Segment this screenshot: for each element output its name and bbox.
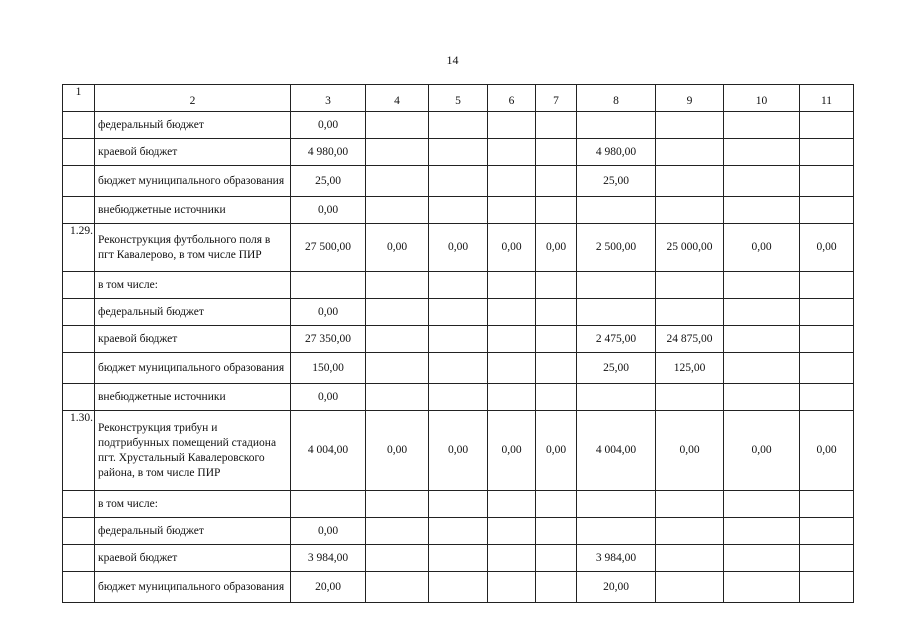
value-cell bbox=[577, 299, 656, 326]
value-cell bbox=[577, 197, 656, 224]
value-cell: 25 000,00 bbox=[656, 224, 724, 272]
table-row bbox=[63, 139, 854, 166]
budget-table bbox=[62, 84, 854, 603]
value-cell bbox=[577, 491, 656, 518]
value-cell: 0,00 bbox=[536, 224, 577, 272]
value-cell bbox=[536, 326, 577, 353]
row-index-cell bbox=[63, 197, 95, 224]
value-cell bbox=[429, 518, 488, 545]
value-cell bbox=[656, 518, 724, 545]
value-cell: 25,00 bbox=[577, 353, 656, 384]
value-cell: 0,00 bbox=[800, 224, 854, 272]
value-cell: 4 980,00 bbox=[291, 139, 366, 166]
value-cell bbox=[366, 353, 429, 384]
value-cell bbox=[429, 545, 488, 572]
value-cell bbox=[488, 545, 536, 572]
value-cell bbox=[536, 518, 577, 545]
value-cell bbox=[488, 299, 536, 326]
row-index-cell bbox=[63, 112, 95, 139]
value-cell: 0,00 bbox=[291, 384, 366, 411]
value-cell bbox=[724, 572, 800, 603]
value-cell bbox=[800, 112, 854, 139]
value-cell bbox=[366, 491, 429, 518]
row-label-cell: федеральный бюджет bbox=[95, 299, 291, 326]
row-label-cell: федеральный бюджет bbox=[95, 112, 291, 139]
row-label-cell: бюджет муниципального образования bbox=[95, 353, 291, 384]
value-cell bbox=[429, 353, 488, 384]
value-cell bbox=[656, 139, 724, 166]
value-cell bbox=[366, 197, 429, 224]
value-cell: 0,00 bbox=[291, 518, 366, 545]
header-cell: 9 bbox=[656, 85, 724, 112]
header-cell: 11 bbox=[800, 85, 854, 112]
value-cell: 25,00 bbox=[577, 166, 656, 197]
value-cell bbox=[429, 299, 488, 326]
row-label-cell: краевой бюджет bbox=[95, 139, 291, 166]
value-cell bbox=[800, 518, 854, 545]
row-index-cell bbox=[63, 572, 95, 603]
value-cell bbox=[488, 326, 536, 353]
value-cell bbox=[536, 491, 577, 518]
value-cell: 0,00 bbox=[536, 411, 577, 491]
value-cell bbox=[656, 545, 724, 572]
value-cell: 2 500,00 bbox=[577, 224, 656, 272]
value-cell: 150,00 bbox=[291, 353, 366, 384]
value-cell bbox=[536, 197, 577, 224]
value-cell bbox=[724, 112, 800, 139]
header-cell: 6 bbox=[488, 85, 536, 112]
row-index-cell bbox=[63, 545, 95, 572]
value-cell: 2 475,00 bbox=[577, 326, 656, 353]
value-cell bbox=[577, 518, 656, 545]
value-cell: 0,00 bbox=[724, 411, 800, 491]
value-cell: 24 875,00 bbox=[656, 326, 724, 353]
value-cell bbox=[429, 384, 488, 411]
row-index-cell bbox=[63, 384, 95, 411]
value-cell bbox=[656, 491, 724, 518]
value-cell bbox=[536, 272, 577, 299]
header-row bbox=[63, 85, 854, 112]
value-cell bbox=[536, 384, 577, 411]
value-cell: 0,00 bbox=[291, 197, 366, 224]
value-cell bbox=[429, 112, 488, 139]
value-cell bbox=[724, 197, 800, 224]
value-cell: 0,00 bbox=[429, 411, 488, 491]
value-cell bbox=[577, 272, 656, 299]
row-label-cell: бюджет муниципального образования bbox=[95, 572, 291, 603]
row-label-cell: краевой бюджет bbox=[95, 545, 291, 572]
value-cell bbox=[656, 299, 724, 326]
value-cell: 0,00 bbox=[724, 224, 800, 272]
value-cell bbox=[488, 491, 536, 518]
value-cell bbox=[800, 326, 854, 353]
table-row bbox=[63, 272, 854, 299]
header-cell: 7 bbox=[536, 85, 577, 112]
row-label-cell: Реконструкция футбольного поля в пгт Кавалерово, в том числе ПИР bbox=[95, 224, 291, 272]
header-cell: 4 bbox=[366, 85, 429, 112]
value-cell bbox=[800, 572, 854, 603]
value-cell bbox=[429, 197, 488, 224]
value-cell bbox=[366, 518, 429, 545]
value-cell bbox=[800, 139, 854, 166]
row-index-cell bbox=[63, 299, 95, 326]
value-cell: 4 004,00 bbox=[291, 411, 366, 491]
value-cell bbox=[800, 353, 854, 384]
value-cell bbox=[800, 272, 854, 299]
value-cell bbox=[724, 353, 800, 384]
value-cell bbox=[800, 491, 854, 518]
value-cell bbox=[656, 272, 724, 299]
row-index-cell bbox=[63, 491, 95, 518]
value-cell: 0,00 bbox=[656, 411, 724, 491]
row-index-cell bbox=[63, 272, 95, 299]
header-cell: 10 bbox=[724, 85, 800, 112]
value-cell bbox=[366, 545, 429, 572]
row-label-cell: в том числе: bbox=[95, 272, 291, 299]
value-cell: 125,00 bbox=[656, 353, 724, 384]
header-cell: 1 bbox=[63, 85, 95, 112]
value-cell bbox=[429, 166, 488, 197]
value-cell bbox=[656, 197, 724, 224]
value-cell bbox=[656, 384, 724, 411]
row-label-cell: в том числе: bbox=[95, 491, 291, 518]
row-index-cell bbox=[63, 166, 95, 197]
value-cell bbox=[488, 197, 536, 224]
value-cell bbox=[366, 166, 429, 197]
value-cell bbox=[488, 353, 536, 384]
page-number: 14 bbox=[446, 53, 459, 67]
table-row bbox=[63, 197, 854, 224]
value-cell bbox=[429, 139, 488, 166]
table-row bbox=[63, 545, 854, 572]
value-cell: 20,00 bbox=[291, 572, 366, 603]
value-cell bbox=[656, 112, 724, 139]
header-cell: 8 bbox=[577, 85, 656, 112]
value-cell bbox=[800, 545, 854, 572]
value-cell bbox=[366, 272, 429, 299]
value-cell bbox=[536, 545, 577, 572]
table-row bbox=[63, 224, 854, 272]
value-cell bbox=[536, 112, 577, 139]
value-cell bbox=[800, 197, 854, 224]
value-cell bbox=[291, 491, 366, 518]
value-cell: 0,00 bbox=[291, 299, 366, 326]
value-cell bbox=[577, 384, 656, 411]
value-cell bbox=[488, 112, 536, 139]
value-cell: 20,00 bbox=[577, 572, 656, 603]
header-cell: 5 bbox=[429, 85, 488, 112]
value-cell: 4 980,00 bbox=[577, 139, 656, 166]
value-cell bbox=[724, 299, 800, 326]
value-cell bbox=[488, 272, 536, 299]
value-cell bbox=[429, 572, 488, 603]
row-label-cell: краевой бюджет bbox=[95, 326, 291, 353]
value-cell: 25,00 bbox=[291, 166, 366, 197]
value-cell: 3 984,00 bbox=[291, 545, 366, 572]
value-cell bbox=[577, 112, 656, 139]
value-cell bbox=[488, 166, 536, 197]
row-label-cell: Реконструкция трибун и подтрибунных помещений стадиона пгт. Хрустальный Кавалеровского района, в том числе ПИР bbox=[95, 411, 291, 491]
value-cell: 4 004,00 bbox=[577, 411, 656, 491]
table-row bbox=[63, 518, 854, 545]
row-index-cell bbox=[63, 518, 95, 545]
value-cell bbox=[488, 572, 536, 603]
value-cell bbox=[488, 518, 536, 545]
value-cell bbox=[724, 166, 800, 197]
value-cell bbox=[429, 272, 488, 299]
row-label-cell: федеральный бюджет bbox=[95, 518, 291, 545]
value-cell: 27 350,00 bbox=[291, 326, 366, 353]
value-cell bbox=[366, 572, 429, 603]
table-row bbox=[63, 353, 854, 384]
value-cell bbox=[536, 166, 577, 197]
value-cell bbox=[724, 384, 800, 411]
table-row bbox=[63, 491, 854, 518]
value-cell: 0,00 bbox=[366, 411, 429, 491]
value-cell: 27 500,00 bbox=[291, 224, 366, 272]
value-cell bbox=[800, 166, 854, 197]
value-cell bbox=[536, 572, 577, 603]
value-cell bbox=[366, 112, 429, 139]
value-cell bbox=[656, 166, 724, 197]
value-cell bbox=[536, 139, 577, 166]
value-cell bbox=[724, 491, 800, 518]
row-label-cell: внебюджетные источники bbox=[95, 384, 291, 411]
value-cell: 0,00 bbox=[429, 224, 488, 272]
value-cell bbox=[724, 518, 800, 545]
value-cell bbox=[366, 139, 429, 166]
value-cell bbox=[366, 299, 429, 326]
row-index-cell: 1.29. bbox=[63, 224, 95, 272]
row-index-cell bbox=[63, 326, 95, 353]
row-label-cell: внебюджетные источники bbox=[95, 197, 291, 224]
value-cell bbox=[724, 139, 800, 166]
header-cell: 2 bbox=[95, 85, 291, 112]
value-cell: 0,00 bbox=[488, 224, 536, 272]
value-cell bbox=[291, 272, 366, 299]
row-index-cell bbox=[63, 353, 95, 384]
value-cell bbox=[656, 572, 724, 603]
value-cell bbox=[488, 139, 536, 166]
table-row bbox=[63, 384, 854, 411]
value-cell bbox=[429, 326, 488, 353]
value-cell bbox=[724, 545, 800, 572]
row-index-cell: 1.30. bbox=[63, 411, 95, 491]
value-cell bbox=[536, 299, 577, 326]
value-cell bbox=[488, 384, 536, 411]
row-label-cell: бюджет муниципального образования bbox=[95, 166, 291, 197]
value-cell: 0,00 bbox=[800, 411, 854, 491]
value-cell bbox=[429, 491, 488, 518]
table-row bbox=[63, 112, 854, 139]
header-cell: 3 bbox=[291, 85, 366, 112]
value-cell bbox=[800, 299, 854, 326]
value-cell bbox=[800, 384, 854, 411]
value-cell bbox=[536, 353, 577, 384]
value-cell: 0,00 bbox=[366, 224, 429, 272]
value-cell: 0,00 bbox=[488, 411, 536, 491]
row-index-cell bbox=[63, 139, 95, 166]
table-row bbox=[63, 411, 854, 491]
value-cell: 0,00 bbox=[291, 112, 366, 139]
table-row bbox=[63, 299, 854, 326]
table-row bbox=[63, 166, 854, 197]
table-row bbox=[63, 326, 854, 353]
value-cell bbox=[366, 384, 429, 411]
value-cell bbox=[366, 326, 429, 353]
table-row bbox=[63, 572, 854, 603]
value-cell bbox=[724, 272, 800, 299]
value-cell: 3 984,00 bbox=[577, 545, 656, 572]
value-cell bbox=[724, 326, 800, 353]
